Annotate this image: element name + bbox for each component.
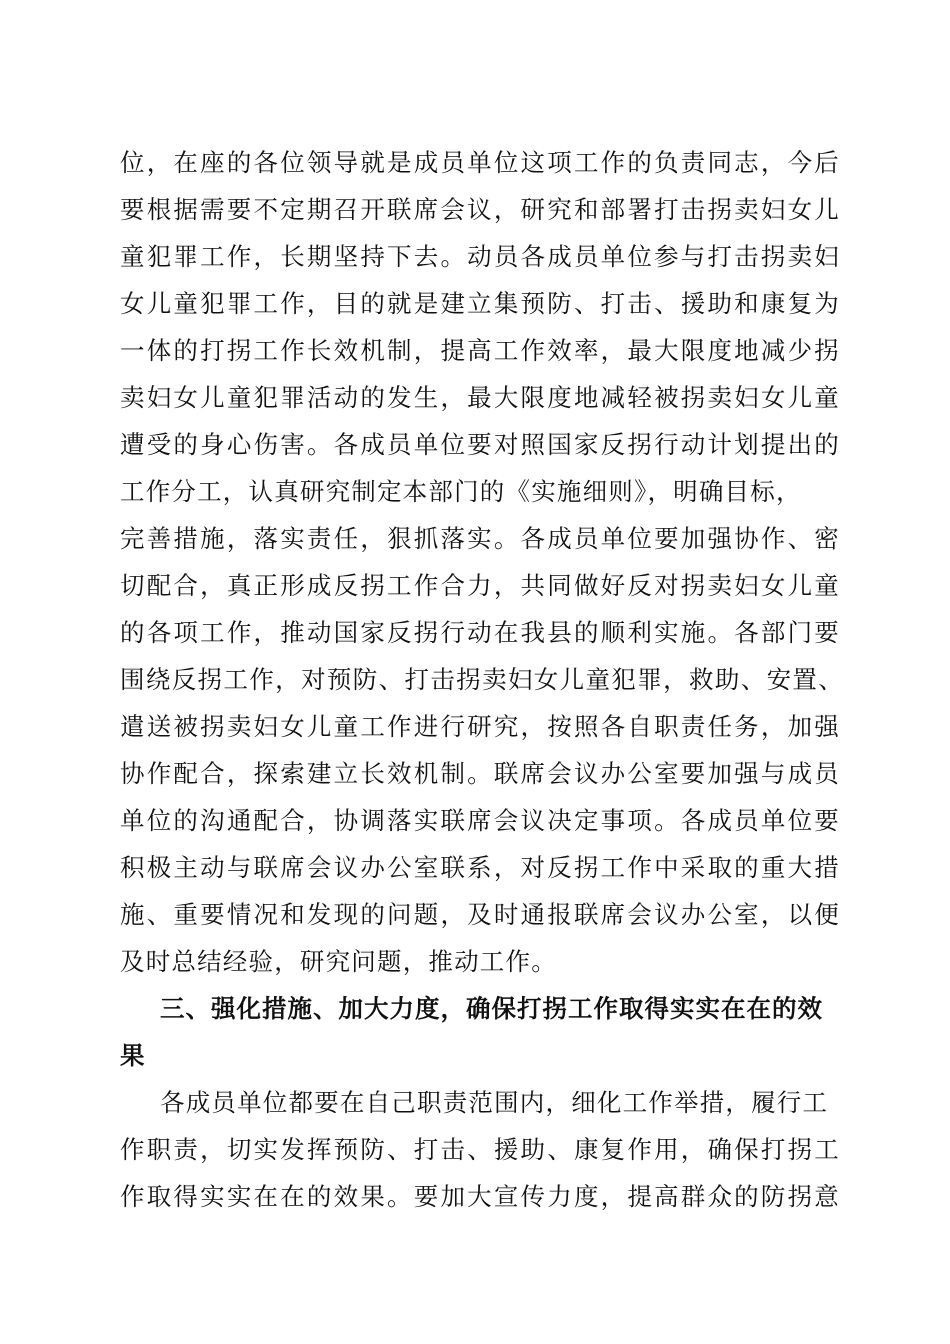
paragraph-line: 施、重要情况和发现的问题，及时通报联席会议办公室，以便 <box>120 900 840 929</box>
section-heading-line: 三、强化措施、加大力度，确保打拐工作取得实实在在的效 <box>160 994 823 1023</box>
paragraph-line: 作职责，切实发挥预防、打击、援助、康复作用，确保打拐工 <box>120 1135 840 1164</box>
paragraph-line: 要根据需要不定期召开联席会议，研究和部署打击拐卖妇女儿 <box>120 195 840 224</box>
paragraph-line: 切配合，真正形成反拐工作合力，共同做好反对拐卖妇女儿童 <box>120 571 840 600</box>
paragraph-line: 完善措施，落实责任，狠抓落实。各成员单位要加强协作、密 <box>120 524 840 553</box>
paragraph-line: 位，在座的各位领导就是成员单位这项工作的负责同志，今后 <box>120 148 840 177</box>
section-heading-line: 果 <box>120 1041 146 1070</box>
paragraph-line: 单位的沟通配合，协调落实联席会议决定事项。各成员单位要 <box>120 806 840 835</box>
paragraph-line: 遣送被拐卖妇女儿童工作进行研究，按照各自职责任务，加强 <box>120 712 840 741</box>
paragraph-line: 作取得实实在在的效果。要加大宣传力度，提高群众的防拐意 <box>120 1182 840 1211</box>
paragraph-line: 积极主动与联席会议办公室联系，对反拐工作中采取的重大措 <box>120 853 840 882</box>
paragraph-line: 一体的打拐工作长效机制，提高工作效率，最大限度地减少拐 <box>120 336 840 365</box>
paragraph-line: 童犯罪工作，长期坚持下去。动员各成员单位参与打击拐卖妇 <box>120 242 840 271</box>
paragraph-line: 遭受的身心伤害。各成员单位要对照国家反拐行动计划提出的 <box>120 430 840 459</box>
paragraph-line: 协作配合，探索建立长效机制。联席会议办公室要加强与成员 <box>120 759 840 788</box>
paragraph-line: 各成员单位都要在自己职责范围内，细化工作举措，履行工 <box>160 1088 829 1117</box>
paragraph-line: 卖妇女儿童犯罪活动的发生，最大限度地减轻被拐卖妇女儿童 <box>120 383 840 412</box>
paragraph-line: 围绕反拐工作，对预防、打击拐卖妇女儿童犯罪，救助、安置、 <box>120 665 844 694</box>
paragraph-line: 的各项工作，推动国家反拐行动在我县的顺利实施。各部门要 <box>120 618 840 647</box>
paragraph-line: 工作分工，认真研究制定本部门的《实施细则》，明确目标， <box>120 477 802 506</box>
paragraph-line: 女儿童犯罪工作，目的就是建立集预防、打击、援助和康复为 <box>120 289 840 318</box>
paragraph-line: 及时总结经验，研究问题，推动工作。 <box>120 947 557 976</box>
